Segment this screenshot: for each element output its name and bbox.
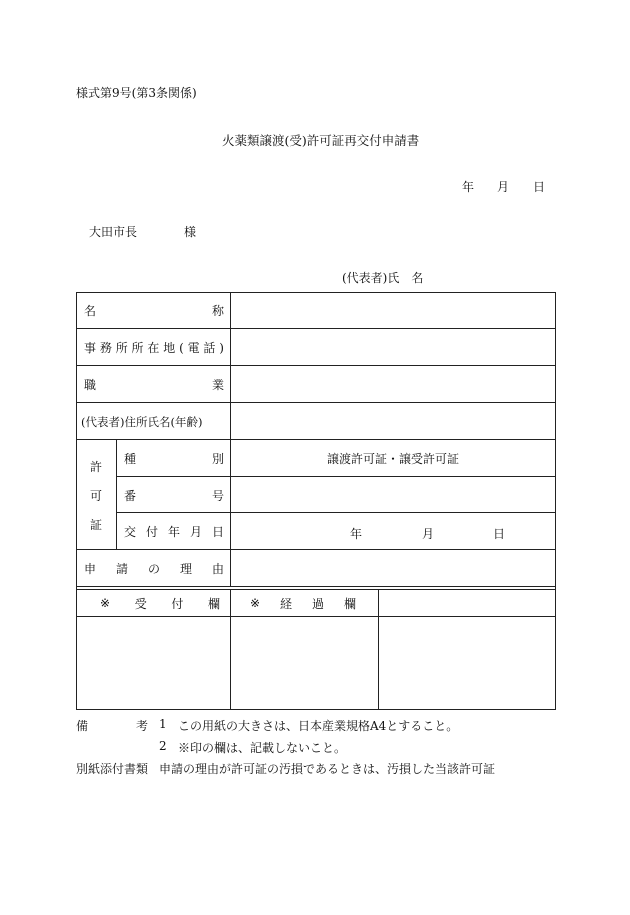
issue-year-label: 年 <box>350 527 363 541</box>
issue-month-label: 月 <box>422 527 435 541</box>
date-month-label: 月 <box>497 180 510 194</box>
label-name: 名 称 <box>84 304 224 318</box>
label-kind: 種 別 <box>124 451 224 466</box>
label-occupation: 職 業 <box>84 378 224 392</box>
signatory-label: (代表者)氏 名 <box>342 271 424 285</box>
addressee: 大田市長 <box>89 225 138 239</box>
date-year-label: 年 <box>462 180 475 194</box>
attachment-label: 別紙添付書類 <box>76 762 149 776</box>
addressee-honorific: 様 <box>184 225 197 239</box>
date-day-label: 日 <box>533 180 546 194</box>
note-1-number: 1 <box>159 717 167 731</box>
label-representative: (代表者)住所氏名(年齢) <box>81 414 203 429</box>
label-number: 番 号 <box>124 488 224 503</box>
label-office-address: 事 務 所 所 在 地 ( 電 話 ) <box>84 340 224 355</box>
label-reception-column: ※ 受 付 欄 <box>100 596 220 611</box>
label-issue-date: 交 付 年 月 日 <box>124 525 224 539</box>
note-2-number: 2 <box>159 739 167 753</box>
label-progress-column: ※ 経 過 欄 <box>250 596 356 611</box>
form-number: 様式第9号(第3条関係) <box>76 86 197 100</box>
document-title: 火薬類譲渡(受)許可証再交付申請書 <box>222 133 420 148</box>
note-2-text: ※印の欄は、記載しないこと。 <box>178 741 347 755</box>
label-reason: 申 請 の 理 由 <box>84 561 224 576</box>
note-1-text: この用紙の大きさは、日本産業規格A4とすること。 <box>178 719 459 733</box>
label-permit-group: 許 可 証 <box>89 459 102 532</box>
notes-label: 備 考 <box>76 719 148 733</box>
issue-day-label: 日 <box>493 527 506 541</box>
kind-value: 譲渡許可証・譲受許可証 <box>326 451 459 466</box>
attachment-text: 申請の理由が許可証の汚損であるときは、汚損した当該許可証 <box>159 762 496 776</box>
